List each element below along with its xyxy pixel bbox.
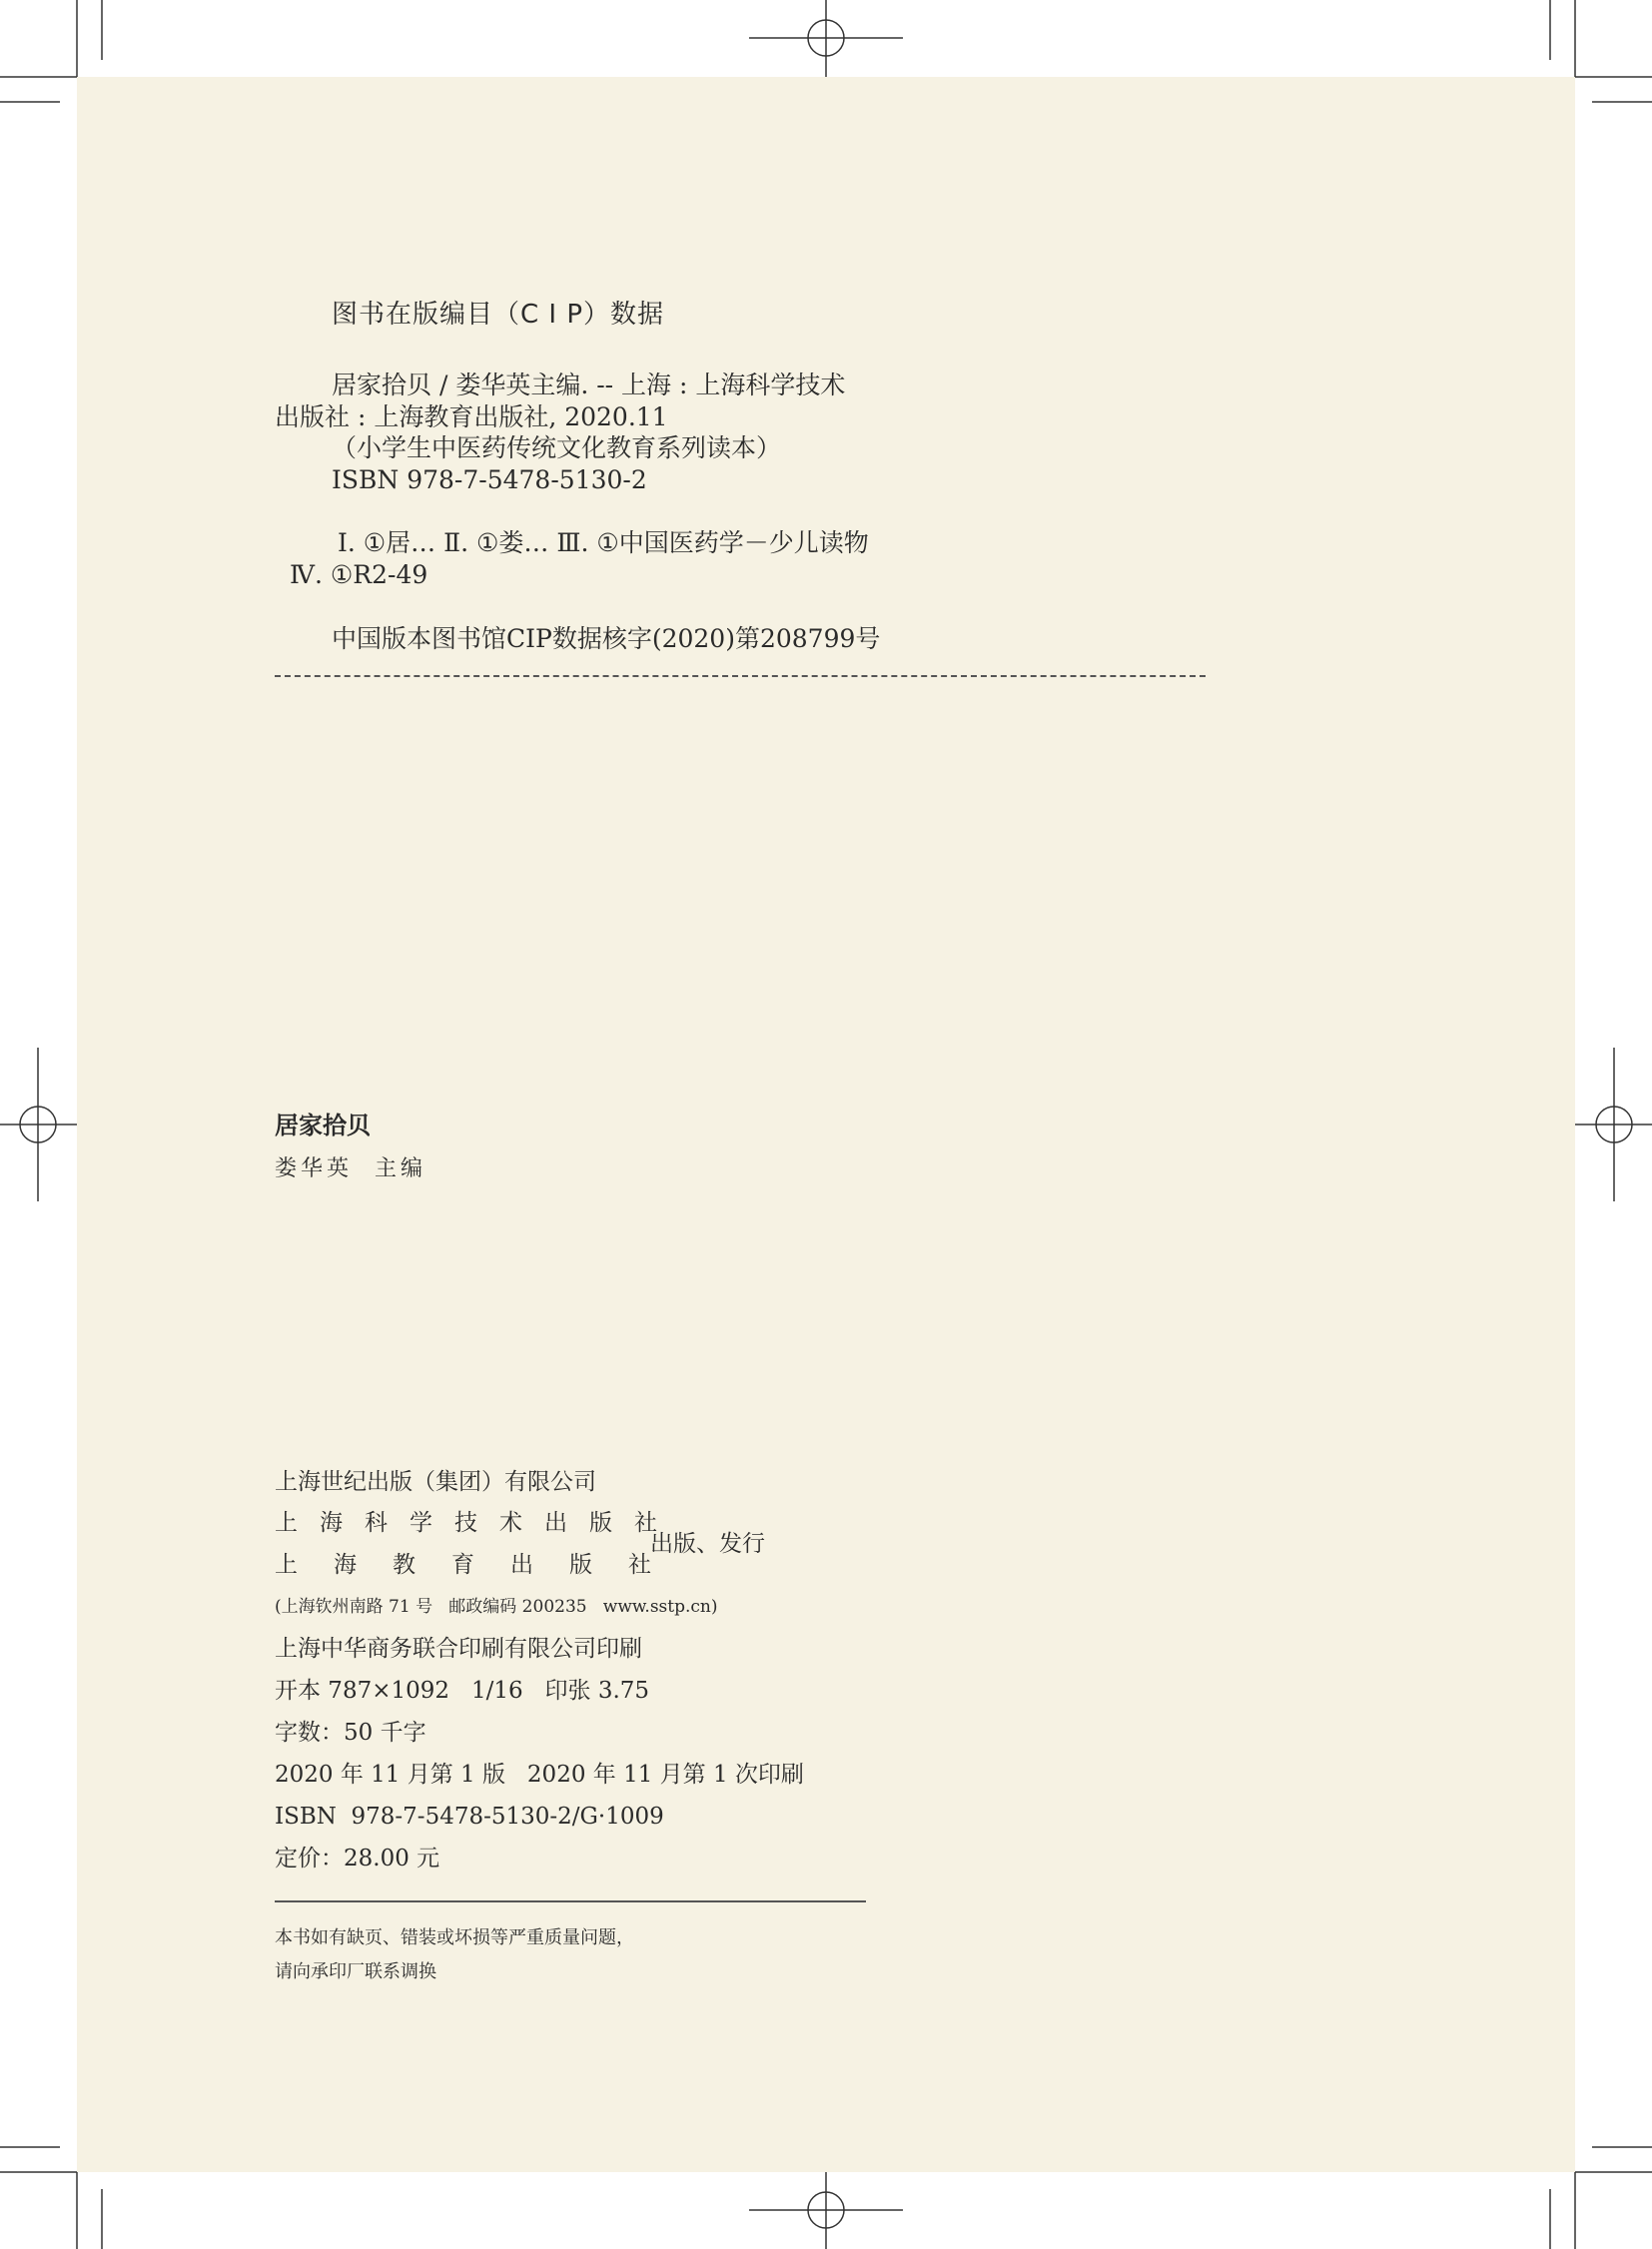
dashed-divider xyxy=(275,675,1206,677)
publisher-address: (上海钦州南路 71 号 邮政编码 200235 www.sstp.cn) xyxy=(275,1597,718,1617)
solid-divider xyxy=(275,1900,866,1902)
cip-line-1: 居家拾贝 / 娄华英主编. -- 上海 : 上海科学技术 xyxy=(332,371,846,399)
notice-line-1: 本书如有缺页、错装或坏损等严重质量问题， xyxy=(275,1927,634,1948)
cip-line-7: 中国版本图书馆CIP数据核字(2020)第208799号 xyxy=(332,624,881,653)
notice-line-2: 请向承印厂联系调换 xyxy=(275,1961,436,1982)
edition-info: 2020 年 11 月第 1 版 2020 年 11 月第 1 次印刷 xyxy=(275,1762,804,1788)
price: 定价：28.00 元 xyxy=(275,1846,440,1872)
format-info: 开本 787×1092 1/16 印张 3.75 xyxy=(275,1678,650,1704)
cip-line-5: Ⅰ. ①居… Ⅱ. ①娄… Ⅲ. ①中国医药学－少儿读物 xyxy=(338,528,869,557)
publisher-role: 出版、发行 xyxy=(650,1531,765,1557)
book-editor: 娄华英 主编 xyxy=(275,1156,426,1181)
cip-line-4: ISBN 978-7-5478-5130-2 xyxy=(332,465,647,494)
word-count: 字数：50 千字 xyxy=(275,1720,426,1746)
cip-line-3: （小学生中医药传统文化教育系列读本） xyxy=(332,433,782,462)
isbn: ISBN 978-7-5478-5130-2/G·1009 xyxy=(275,1804,664,1830)
publisher-group: 上海世纪出版（集团）有限公司 xyxy=(275,1469,596,1495)
cip-title: 图书在版编目（C I P）数据 xyxy=(332,300,665,330)
book-title: 居家拾贝 xyxy=(275,1112,371,1139)
publisher-press-1: 上海科学技术出版社 xyxy=(275,1510,679,1536)
publisher-press-2: 上海教育出版社 xyxy=(275,1552,687,1578)
printer: 上海中华商务联合印刷有限公司印刷 xyxy=(275,1636,642,1662)
cip-line-6: Ⅳ. ①R2-49 xyxy=(290,560,428,589)
cip-line-2: 出版社 : 上海教育出版社, 2020.11 xyxy=(275,402,668,431)
